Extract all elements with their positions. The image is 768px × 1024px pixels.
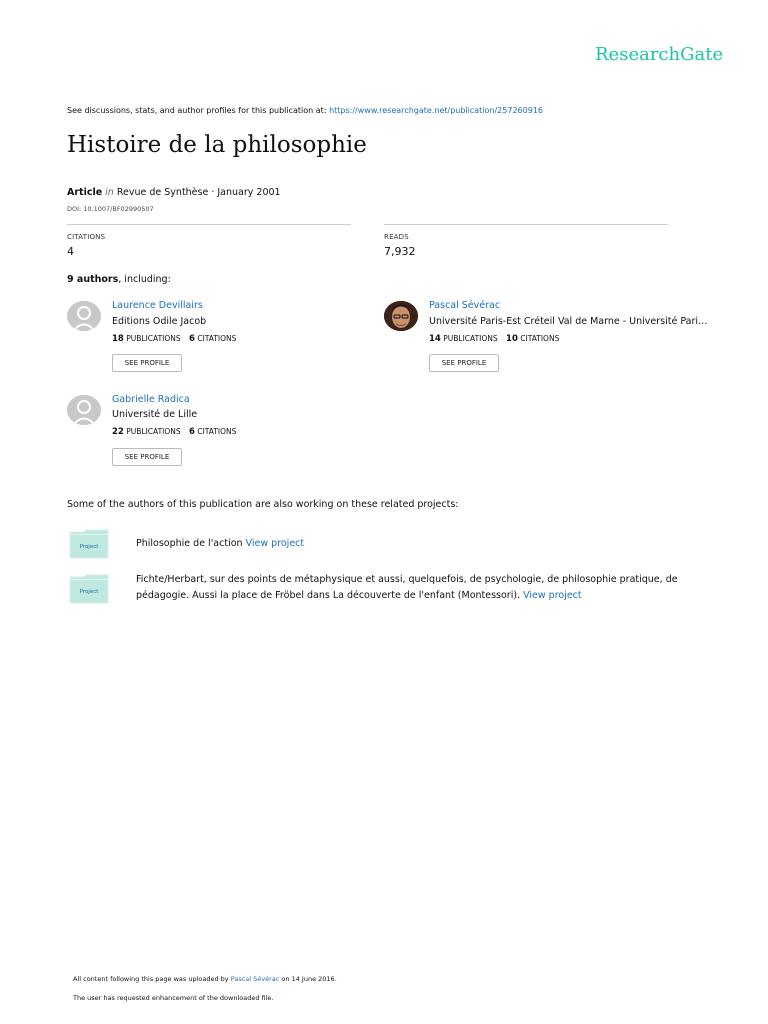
discussion-text: See discussions, stats, and author profiles for this publication at: <box>67 106 330 115</box>
discussion-line <box>67 106 543 115</box>
publications-label: PUBLICATIONS <box>443 334 498 343</box>
avatar-placeholder-icon[interactable] <box>67 395 101 425</box>
authors-suffix: , including: <box>118 274 171 285</box>
publication-type: Article <box>67 187 103 198</box>
authors-count: 9 authors <box>67 274 119 285</box>
authors-heading <box>67 274 171 285</box>
author-stats <box>429 334 559 344</box>
upload-note-post: on 14 June 2016. <box>279 975 337 983</box>
upload-note <box>73 975 337 983</box>
reads-divider <box>384 224 668 225</box>
publications-count: 14 <box>429 334 441 344</box>
avatar-placeholder-icon[interactable] <box>67 301 101 331</box>
researchgate-logo[interactable]: ResearchGate <box>595 44 724 65</box>
author-institution: Université de Lille <box>112 409 198 420</box>
publication-url-link[interactable]: https://www.researchgate.net/publication/257260916 <box>329 106 543 115</box>
see-profile-button[interactable]: SEE PROFILE <box>112 354 182 372</box>
project-title: Fichte/Herbart, sur des points de métaphysique et aussi, quelquefois, de psychologie, de philosophie pratique, de pédagogie. Aussi la place de Fröbel dans La découverte de l'enfant (Montessori). <box>136 574 678 601</box>
author-name-link[interactable]: Laurence Devillairs <box>112 300 203 311</box>
author-institution: Editions Odile Jacob <box>112 316 207 327</box>
publications-label: PUBLICATIONS <box>126 334 181 343</box>
publications-count: 18 <box>112 334 124 344</box>
author-photo-avatar[interactable] <box>384 301 418 331</box>
related-projects-heading: Some of the authors of this publication are also working on these related projects: <box>67 499 459 510</box>
project-folder-icon[interactable] <box>69 574 109 604</box>
project-icon-label: Project <box>79 589 99 595</box>
citations-value: 4 <box>67 245 74 258</box>
author-name-link[interactable]: Pascal Sévérac <box>429 300 501 311</box>
enhancement-note: The user has requested enhancement of the downloaded file. <box>73 994 274 1002</box>
citations-label: CITATIONS <box>197 427 237 436</box>
doi-text: DOI: 10.1007/BF02990507 <box>67 205 154 213</box>
project-icon-label: Project <box>79 544 99 550</box>
author-stats <box>112 427 236 437</box>
project-item <box>136 536 676 552</box>
project-item <box>136 572 696 604</box>
citations-label: CITATIONS <box>520 334 560 343</box>
author-stats <box>112 334 236 344</box>
citations-divider <box>67 224 351 225</box>
journal-date: Revue de Synthèse · January 2001 <box>116 187 281 198</box>
author-institution: Université Paris-Est Créteil Val de Marne - Université Pari… <box>429 316 708 327</box>
project-folder-icon[interactable] <box>69 529 109 559</box>
see-profile-button[interactable]: SEE PROFILE <box>112 448 182 466</box>
citations-count: 6 <box>189 334 195 344</box>
citations-count: 6 <box>189 427 195 437</box>
citations-count: 10 <box>506 334 518 344</box>
see-profile-button[interactable]: SEE PROFILE <box>429 354 499 372</box>
uploader-link[interactable]: Pascal Sévérac <box>230 975 280 983</box>
publication-meta <box>67 187 281 198</box>
reads-value: 7,932 <box>384 245 416 258</box>
view-project-link[interactable]: View project <box>523 590 582 601</box>
citations-label: CITATIONS <box>197 334 237 343</box>
in-label: in <box>105 187 114 198</box>
reads-label: READS <box>384 233 409 241</box>
publications-label: PUBLICATIONS <box>126 427 181 436</box>
publications-count: 22 <box>112 427 124 437</box>
author-name-link[interactable]: Gabrielle Radica <box>112 394 190 405</box>
view-project-link[interactable]: View project <box>245 538 305 549</box>
citations-label: CITATIONS <box>67 233 106 241</box>
publication-title: Histoire de la philosophie <box>67 132 367 158</box>
project-title: Philosophie de l'action <box>136 538 246 549</box>
upload-note-pre: All content following this page was uploaded by <box>73 975 231 983</box>
